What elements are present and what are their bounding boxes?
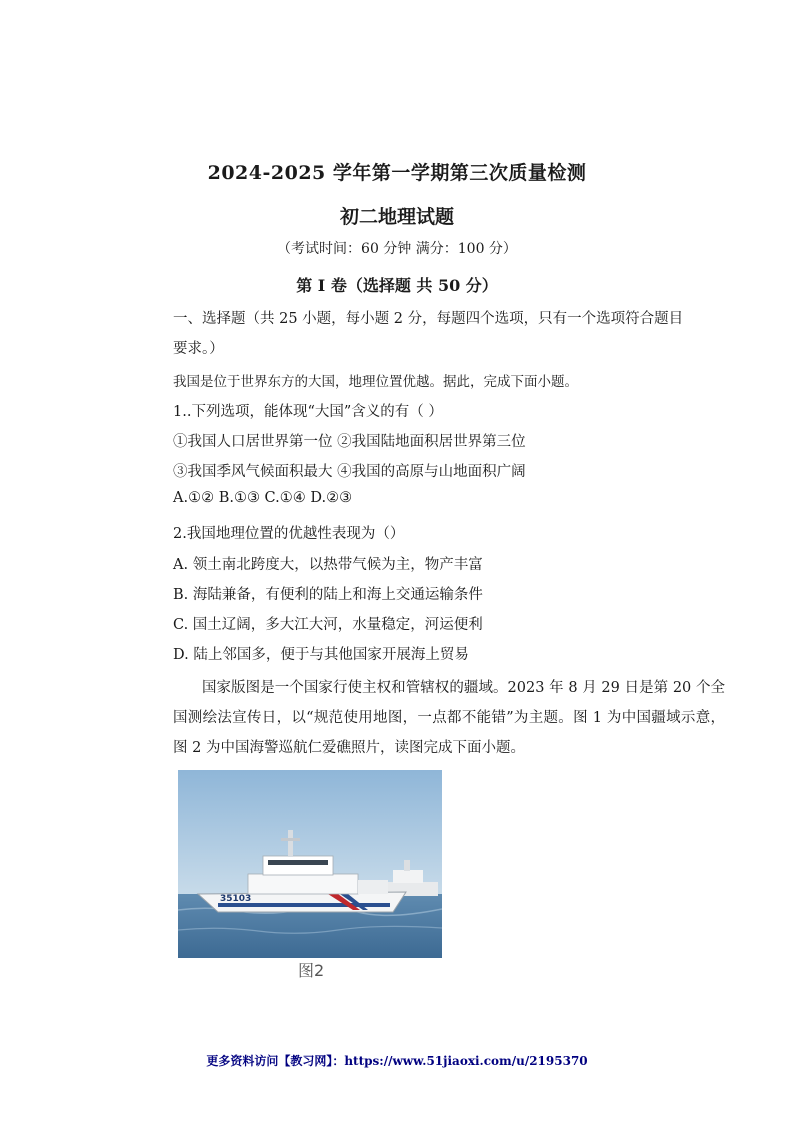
footer-link[interactable]: 更多资料访问【教习网】：https://www.51jiaoxi.com/u/2195370 xyxy=(206,1054,588,1068)
question-1-stem: 1..下列选项，能体现“大国”含义的有（ ） xyxy=(173,404,443,420)
question-2-option-c: C. 国土辽阔，多大江大河，水量稳定，河运便利 xyxy=(173,617,483,633)
exam-title: 2024-2025 学年第一学期第三次质量检测 xyxy=(207,162,587,184)
question-1-options-line-1: ①我国人口居世界第一位 ②我国陆地面积居世界第三位 xyxy=(173,434,526,450)
figure-caption: 图2 xyxy=(298,961,325,980)
question-1-choices: A.①② B.①③ C.①④ D.②③ xyxy=(173,490,353,506)
coast-guard-ship-photo xyxy=(178,770,442,958)
exam-subtitle: 初二地理试题 xyxy=(339,206,454,228)
exam-meta: （考试时间：60 分钟 满分：100 分） xyxy=(277,241,517,257)
section-heading: 第 I 卷（选择题 共 50 分） xyxy=(296,276,498,295)
question-2-option-d: D. 陆上邻国多，便于与其他国家开展海上贸易 xyxy=(173,647,469,663)
passage-text: 国家版图是一个国家行使主权和管辖权的疆域。2023 年 8 月 29 日是第 20 个全国测绘法宣传日，以“规范使用地图，一点都不能错”为主题。图 1 为中国疆域示意，图 2 为中国海警巡航仁爱礁照片，读图完成下面小题。 xyxy=(173,680,725,756)
question-2-option-b: B. 海陆兼备，有便利的陆上和海上交通运输条件 xyxy=(173,587,483,603)
ship-illustration xyxy=(178,770,442,958)
question-2-option-a: A. 领土南北跨度大，以热带气候为主，物产丰富 xyxy=(173,557,483,573)
instructions-line-1: 一、选择题（共 25 小题，每小题 2 分，每题四个选项，只有一个选项符合题目 xyxy=(173,311,684,327)
question-1-options-line-2: ③我国季风气候面积最大 ④我国的高原与山地面积广阔 xyxy=(173,464,526,480)
intro-text: 我国是位于世界东方的大国，地理位置优越。据此，完成下面小题。 xyxy=(173,374,578,390)
hull-number: 35103 xyxy=(220,894,252,904)
question-2-stem: 2.我国地理位置的优越性表现为（） xyxy=(173,526,405,542)
instructions-line-2: 要求。） xyxy=(173,341,224,357)
